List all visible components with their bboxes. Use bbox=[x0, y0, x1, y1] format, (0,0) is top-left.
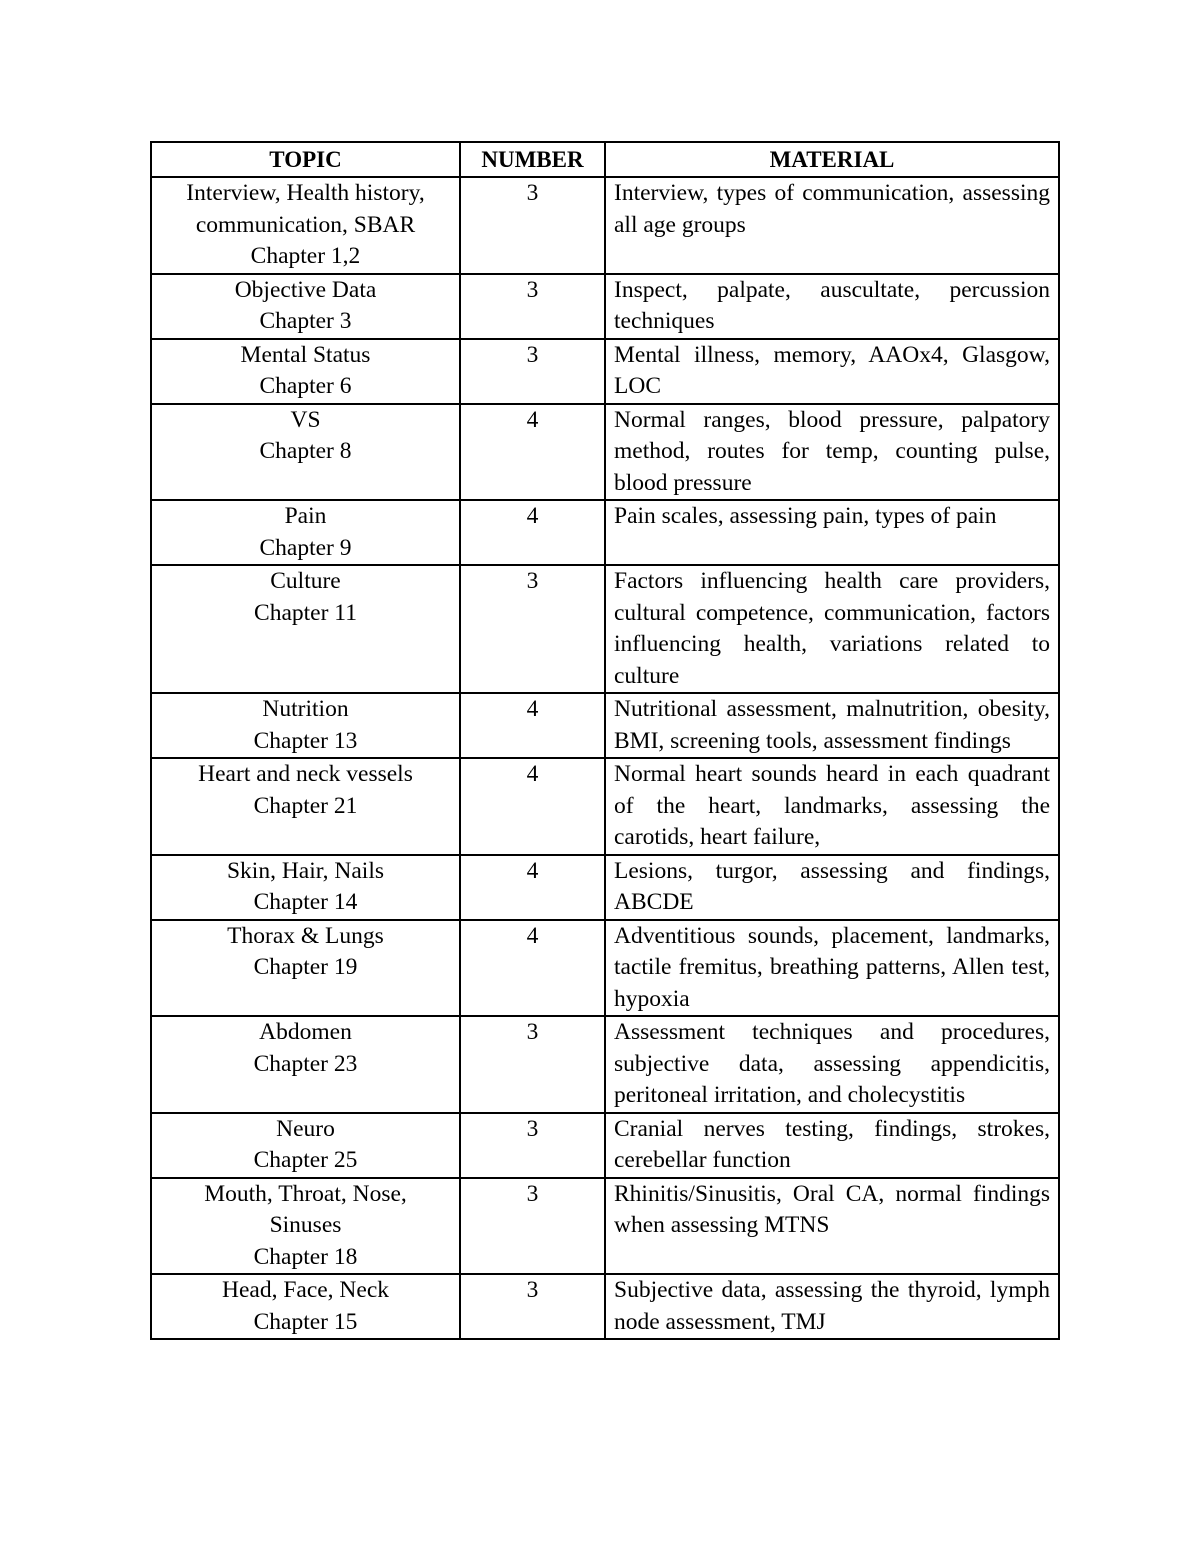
table-row bbox=[151, 758, 1059, 855]
topic-line: Head, Face, Neck bbox=[221, 1277, 390, 1303]
topic-chapter: Chapter 11 bbox=[254, 599, 357, 626]
material-cell: Nutritional assessment, malnutrition, obesity, BMI, screening tools, assessment findings bbox=[605, 693, 1059, 758]
table-row bbox=[151, 920, 1059, 1017]
header-material: MATERIAL bbox=[605, 142, 1059, 177]
topic-cell bbox=[151, 177, 460, 274]
material-cell: Factors influencing health care providers, cultural competence, communication, factors influencing health, variations related to culture bbox=[605, 565, 1059, 693]
table-row bbox=[151, 500, 1059, 565]
number-cell: 3 bbox=[460, 1274, 605, 1339]
topic-line: communication, SBAR bbox=[195, 211, 416, 238]
table-row bbox=[151, 1178, 1059, 1275]
number-cell: 4 bbox=[460, 500, 605, 565]
topic-chapter: Chapter 6 bbox=[259, 373, 352, 399]
table-row bbox=[151, 404, 1059, 501]
header-topic: TOPIC bbox=[151, 142, 460, 177]
topic-line: Objective Data bbox=[234, 276, 377, 303]
topic-line: Nutrition bbox=[262, 696, 349, 722]
material-cell: Assessment techniques and procedures, subjective data, assessing appendicitis, peritoneal irritation, and cholecystitis bbox=[605, 1016, 1059, 1113]
table-row bbox=[151, 1016, 1059, 1113]
table-row bbox=[151, 177, 1059, 274]
topic-line: Mental Status bbox=[240, 341, 371, 368]
table-row bbox=[151, 1113, 1059, 1178]
topic-chapter: Chapter 25 bbox=[253, 1147, 358, 1173]
number-cell: 3 bbox=[460, 565, 605, 693]
header-number: NUMBER bbox=[460, 142, 605, 177]
number-cell: 3 bbox=[460, 177, 605, 274]
material-cell: Pain scales, assessing pain, types of pain bbox=[605, 500, 1059, 565]
topic-line: Neuro bbox=[276, 1115, 335, 1142]
topic-chapter: Chapter 23 bbox=[253, 1050, 358, 1077]
topic-cell bbox=[151, 565, 460, 693]
topic-line: Culture bbox=[270, 568, 341, 594]
material-cell: Subjective data, assessing the thyroid, lymph node assessment, TMJ bbox=[605, 1274, 1059, 1339]
topic-line: Thorax & Lungs bbox=[227, 922, 384, 949]
topic-line: Sinuses bbox=[269, 1212, 342, 1238]
topic-cell bbox=[151, 500, 460, 565]
material-cell: Cranial nerves testing, findings, strokes, cerebellar function bbox=[605, 1113, 1059, 1178]
topic-line: Abdomen bbox=[259, 1019, 352, 1045]
topic-chapter: Chapter 14 bbox=[253, 889, 358, 915]
document-page bbox=[150, 141, 1058, 1340]
number-cell: 3 bbox=[460, 339, 605, 404]
number-cell: 4 bbox=[460, 855, 605, 920]
topic-line: VS bbox=[290, 406, 321, 433]
number-cell: 4 bbox=[460, 920, 605, 1017]
topic-cell bbox=[151, 1016, 460, 1113]
material-cell: Normal ranges, blood pressure, palpatory method, routes for temp, counting pulse, blood pressure bbox=[605, 404, 1059, 501]
material-cell: Lesions, turgor, assessing and findings, ABCDE bbox=[605, 855, 1059, 920]
topic-cell bbox=[151, 404, 460, 501]
number-cell: 3 bbox=[460, 1113, 605, 1178]
topic-cell bbox=[151, 758, 460, 855]
table-row bbox=[151, 339, 1059, 404]
number-cell: 4 bbox=[460, 758, 605, 855]
material-cell: Interview, types of communication, assessing all age groups bbox=[605, 177, 1059, 274]
material-cell: Rhinitis/Sinusitis, Oral CA, normal findings when assessing MTNS bbox=[605, 1178, 1059, 1275]
table-row bbox=[151, 274, 1059, 339]
material-cell: Normal heart sounds heard in each quadrant of the heart, landmarks, assessing the carotids, heart failure, bbox=[605, 758, 1059, 855]
table-header-row bbox=[151, 142, 1059, 177]
topic-cell bbox=[151, 1178, 460, 1275]
topic-chapter: Chapter 21 bbox=[253, 792, 358, 819]
table-row bbox=[151, 1274, 1059, 1339]
number-cell: 4 bbox=[460, 693, 605, 758]
topic-cell bbox=[151, 920, 460, 1017]
number-cell: 3 bbox=[460, 274, 605, 339]
topic-cell bbox=[151, 1113, 460, 1178]
topic-chapter: Chapter 9 bbox=[259, 534, 352, 561]
topic-cell bbox=[151, 855, 460, 920]
topic-chapter: Chapter 1,2 bbox=[250, 243, 361, 269]
number-cell: 3 bbox=[460, 1178, 605, 1275]
number-cell: 3 bbox=[460, 1016, 605, 1113]
material-cell: Mental illness, memory, AAOx4, Glasgow, LOC bbox=[605, 339, 1059, 404]
topic-chapter: Chapter 13 bbox=[253, 727, 358, 754]
topic-line: Heart and neck vessels bbox=[198, 761, 413, 787]
table-row bbox=[151, 565, 1059, 693]
topic-line: Interview, Health history, bbox=[186, 180, 425, 206]
exam-topics-table bbox=[150, 141, 1060, 1340]
topic-chapter: Chapter 15 bbox=[253, 1308, 358, 1335]
number-cell: 4 bbox=[460, 404, 605, 501]
table-row bbox=[151, 693, 1059, 758]
topic-line: Mouth, Throat, Nose, bbox=[204, 1180, 407, 1207]
topic-chapter: Chapter 8 bbox=[259, 438, 352, 464]
topic-chapter: Chapter 19 bbox=[253, 954, 358, 980]
table-row bbox=[151, 855, 1059, 920]
topic-chapter: Chapter 18 bbox=[253, 1243, 358, 1270]
material-cell: Adventitious sounds, placement, landmarks, tactile fremitus, breathing patterns, Allen test, hypoxia bbox=[605, 920, 1059, 1017]
topic-chapter: Chapter 3 bbox=[259, 308, 352, 334]
topic-cell bbox=[151, 1274, 460, 1339]
topic-cell bbox=[151, 274, 460, 339]
topic-line: Skin, Hair, Nails bbox=[226, 857, 385, 884]
topic-cell bbox=[151, 693, 460, 758]
topic-line: Pain bbox=[284, 503, 327, 529]
material-cell: Inspect, palpate, auscultate, percussion techniques bbox=[605, 274, 1059, 339]
topic-cell bbox=[151, 339, 460, 404]
